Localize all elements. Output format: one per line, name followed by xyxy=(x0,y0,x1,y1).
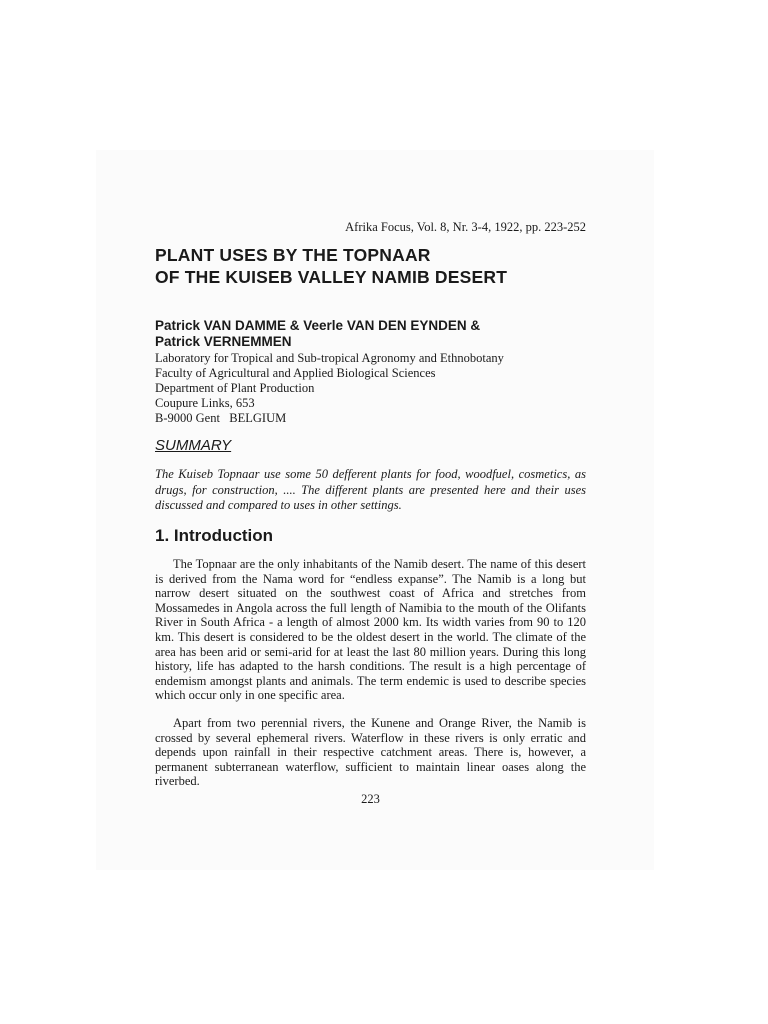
introduction-heading: 1. Introduction xyxy=(155,526,274,545)
summary-text: The Kuiseb Topnaar use some 50 defferent plants for food, woodfuel, cosmetics, as drugs, for construction, .... The different plants are presented here and their uses discussed and compared to uses in other settings. xyxy=(155,467,586,512)
affiliation-line: B-9000 Gent BELGIUM xyxy=(155,411,287,425)
journal-reference: Afrika Focus, Vol. 8, Nr. 3-4, 1922, pp. 223-252 xyxy=(345,220,586,234)
author-list xyxy=(155,318,595,350)
affiliation-line: Laboratory for Tropical and Sub-tropical Agronomy and Ethnobotany xyxy=(155,351,504,365)
affiliation-line: Department of Plant Production xyxy=(155,381,315,395)
summary-heading: SUMMARY xyxy=(155,437,232,454)
authors-line-1: Patrick VAN DAMME & Veerle VAN DEN EYNDEN & xyxy=(155,318,481,333)
affiliation-block xyxy=(155,351,595,426)
title-line-1: PLANT USES BY THE TOPNAAR xyxy=(155,245,431,265)
paper-title xyxy=(155,244,595,288)
page-number: 223 xyxy=(361,792,380,806)
authors-line-2: Patrick VERNEMMEN xyxy=(155,334,292,349)
title-line-2: OF THE KUISEB VALLEY NAMIB DESERT xyxy=(155,267,508,287)
body-paragraph: Apart from two perennial rivers, the Kunene and Orange River, the Namib is crossed by several ephemeral rivers. Waterflow in these rivers is only erratic and depends upon rainfall in their respective catchment areas. There is, however, a permanent subterranean waterflow, sufficient to maintain linear oases along the riverbed. xyxy=(155,716,586,789)
body-paragraph: The Topnaar are the only inhabitants of the Namib desert. The name of this desert is derived from the Nama word for “endless expanse”. The Namib is a long but narrow desert situated on the southwest coast of Africa and stretches from Mossamedes in Angola across the full length of Namibia to the mouth of the Olifants River in South Africa - a length of almost 2000 km. Its width varies from 90 to 120 km. This desert is considered to be the oldest desert in the world. The climate of the area has been arid or semi-arid for at least the last 80 million years. During this long history, life has adapted to the harsh conditions. The result is a high percentage of endemism amongst plants and animals. The term endemic is used to describe species which occur only in one specific area. xyxy=(155,557,586,703)
affiliation-line: Coupure Links, 653 xyxy=(155,396,255,410)
affiliation-line: Faculty of Agricultural and Applied Biological Sciences xyxy=(155,366,436,380)
